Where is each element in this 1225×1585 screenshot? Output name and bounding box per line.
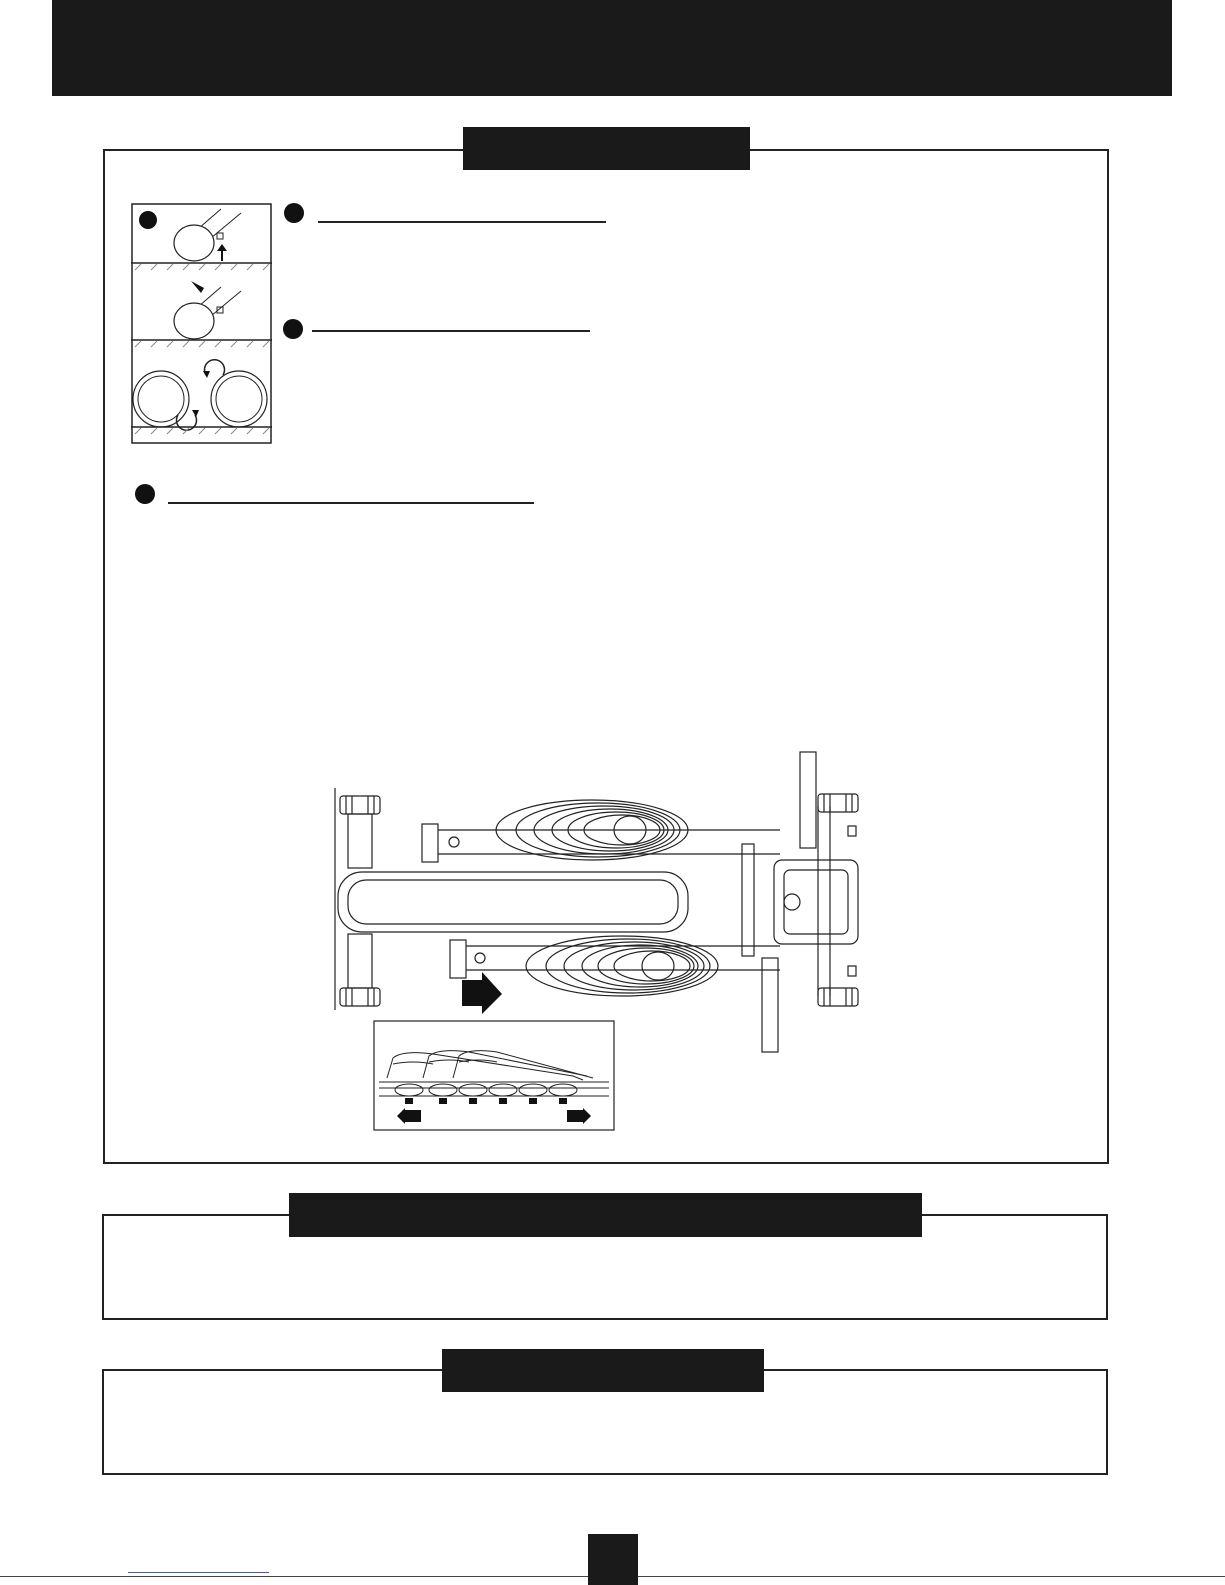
wheel-adjust-steps-illustration [131,203,272,444]
header-bar [52,0,1172,96]
section-heading-tab-1 [463,127,750,170]
pedal-motion-inset-figure [373,1020,615,1131]
page-number-tab [588,1534,638,1585]
section-heading-tab-2 [289,1193,922,1237]
step-bullet-3 [135,484,155,504]
wheel-steps-figure [131,203,272,444]
machine-top-view-figure [330,748,870,1058]
step-bullet-2 [283,319,303,339]
footer-link[interactable] [128,1572,269,1573]
step-heading-rule-3 [168,502,534,504]
section-heading-tab-3 [442,1349,764,1392]
step-heading-rule-2 [312,330,590,332]
pedal-motion-side-view-illustration [373,1020,615,1131]
step-heading-rule-1 [318,221,606,223]
step-bullet-1 [284,203,304,223]
elliptical-machine-top-view-illustration [330,748,870,1058]
